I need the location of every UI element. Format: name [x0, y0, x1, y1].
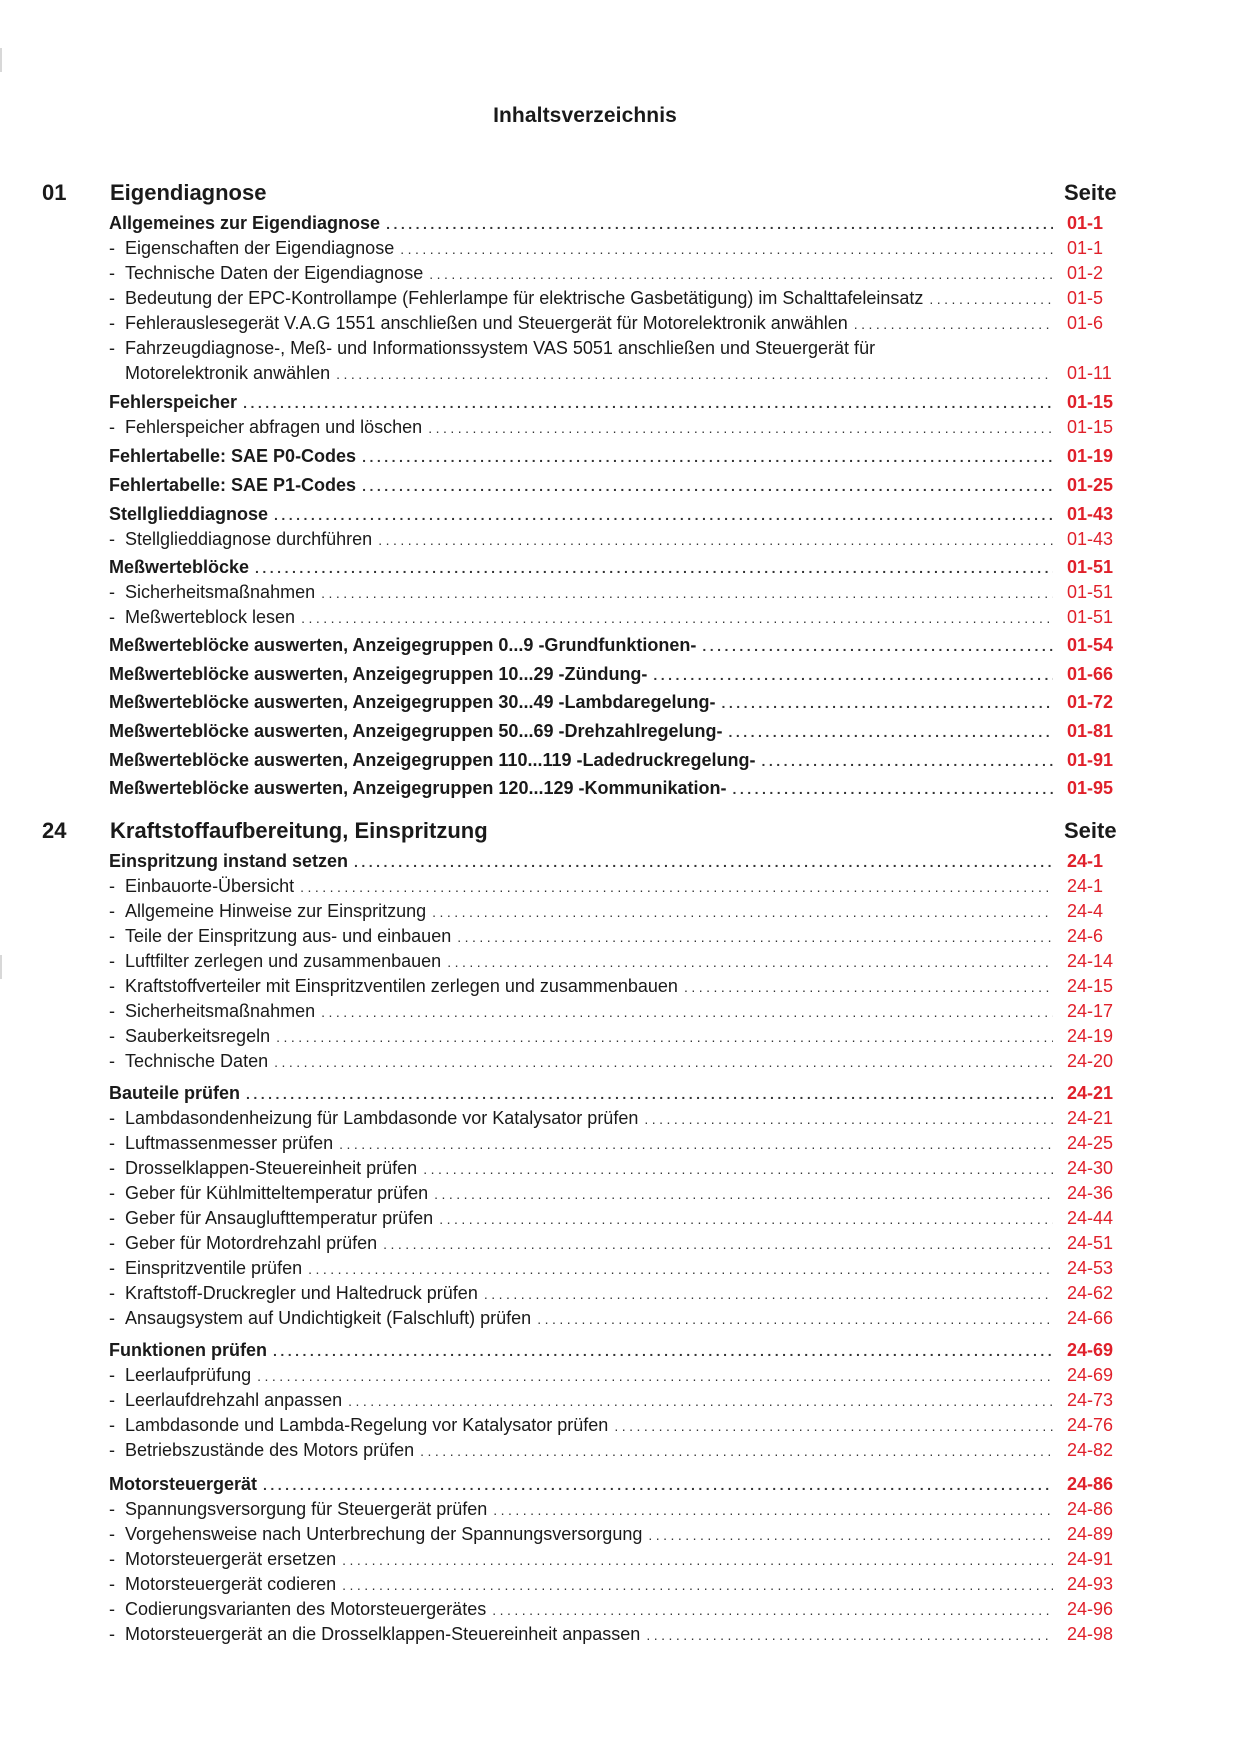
page-number: 01-72 — [1067, 692, 1114, 712]
chapter-number: 24 — [42, 818, 67, 843]
toc-subentry[interactable] — [109, 1308, 1125, 1332]
bullet-dash: - — [109, 1026, 115, 1046]
scan-margin-mark — [0, 955, 2, 979]
page-number: 24-69 — [1067, 1340, 1114, 1360]
bullet-dash: - — [109, 1258, 115, 1278]
toc-section-entry[interactable] — [109, 664, 1125, 688]
page-number: 24-14 — [1067, 951, 1114, 971]
entry-title: - Kraftstoff-Druckregler und Haltedruck prüfen — [109, 1283, 484, 1304]
bullet-dash: - — [109, 263, 115, 283]
page-number: 01-6 — [1067, 313, 1104, 333]
page-number: 01-43 — [1067, 504, 1114, 524]
bullet-dash: - — [109, 529, 115, 549]
dot-leader — [274, 507, 1053, 523]
entry-title: - Lambdasonde und Lambda-Regelung vor Katalysator prüfen — [109, 1415, 614, 1436]
entry-title: - Drosselklappen-Steuereinheit prüfen — [109, 1158, 423, 1179]
bullet-dash: - — [109, 1051, 115, 1071]
dot-leader — [684, 979, 1053, 995]
page-number: 24-73 — [1067, 1390, 1114, 1410]
toc-subentry[interactable] — [109, 263, 1125, 287]
toc-section-entry[interactable] — [109, 557, 1125, 581]
entry-title: Motorelektronik anwählen — [109, 363, 336, 384]
entry-title: Fehlertabelle: SAE P1-Codes — [109, 475, 362, 496]
bullet-dash: - — [109, 1499, 115, 1519]
bullet-dash: - — [109, 238, 115, 258]
entry-title: - Technische Daten der Eigendiagnose — [109, 263, 429, 284]
bullet-dash: - — [109, 1549, 115, 1569]
toc-section-entry[interactable] — [109, 692, 1125, 716]
page-number: 24-53 — [1067, 1258, 1114, 1278]
bullet-dash: - — [109, 1599, 115, 1619]
toc-section-entry[interactable] — [109, 446, 1125, 470]
toc-subentry[interactable] — [109, 1233, 1125, 1257]
dot-leader — [342, 1552, 1053, 1568]
dot-leader — [276, 1029, 1053, 1045]
page-number: 24-36 — [1067, 1183, 1114, 1203]
toc-subentry[interactable] — [109, 582, 1125, 606]
entry-title: Meßwerteblöcke — [109, 557, 255, 578]
dot-leader — [537, 1311, 1053, 1327]
dot-leader — [484, 1286, 1053, 1302]
entry-title: - Betriebszustände des Motors prüfen — [109, 1440, 420, 1461]
bullet-dash: - — [109, 901, 115, 921]
toc-section-entry[interactable] — [109, 475, 1125, 499]
entry-title: - Luftmassenmesser prüfen — [109, 1133, 339, 1154]
dot-leader — [493, 1502, 1053, 1518]
dot-leader — [423, 1161, 1053, 1177]
entry-title: Stellglieddiagnose — [109, 504, 274, 525]
bullet-dash: - — [109, 1624, 115, 1644]
entry-title: - Stellglieddiagnose durchführen — [109, 529, 378, 550]
page-title: Inhaltsverzeichnis — [493, 104, 677, 127]
dot-leader — [929, 291, 1053, 307]
toc-subentry[interactable] — [109, 1499, 1125, 1523]
entry-title: - Codierungsvarianten des Motorsteuergerätes — [109, 1599, 492, 1620]
entry-title: - Bedeutung der EPC-Kontrollampe (Fehlerlampe für elektrische Gasbetätigung) im Schalttafeleinsatz — [109, 288, 929, 309]
page-number: 01-25 — [1067, 475, 1114, 495]
dot-leader — [457, 929, 1053, 945]
bullet-dash: - — [109, 1440, 115, 1460]
entry-title: Funktionen prüfen — [109, 1340, 273, 1361]
page-number: 01-11 — [1067, 363, 1112, 383]
toc-subentry[interactable] — [109, 1390, 1125, 1414]
page-number: 01-1 — [1067, 213, 1104, 233]
dot-leader — [762, 753, 1053, 769]
dot-leader — [263, 1477, 1053, 1493]
bullet-dash: - — [109, 951, 115, 971]
entry-title: Fehlertabelle: SAE P0-Codes — [109, 446, 362, 467]
entry-title: - Geber für Ansauglufttemperatur prüfen — [109, 1208, 439, 1229]
dot-leader — [648, 1527, 1053, 1543]
page-number: 24-21 — [1067, 1108, 1114, 1128]
toc-subentry[interactable] — [109, 363, 1125, 387]
entry-title: - Motorsteuergerät an die Drosselklappen-Steuereinheit anpassen — [109, 1624, 646, 1645]
page-number: 01-81 — [1067, 721, 1114, 741]
toc-section-entry[interactable] — [109, 1474, 1125, 1498]
toc-subentry[interactable] — [109, 1440, 1125, 1464]
toc-subentry[interactable] — [109, 1133, 1125, 1157]
entry-title: Meßwerteblöcke auswerten, Anzeigegruppen 10...29 -Zündung- — [109, 664, 653, 685]
page-number: 01-5 — [1067, 288, 1104, 308]
page-number: 24-51 — [1067, 1233, 1114, 1253]
dot-leader — [429, 266, 1053, 282]
entry-title: - Sauberkeitsregeln — [109, 1026, 276, 1047]
toc-subentry[interactable] — [109, 238, 1125, 262]
chapter-heading — [0, 818, 1240, 848]
bullet-dash: - — [109, 1208, 115, 1228]
toc-subentry[interactable] — [109, 607, 1125, 631]
page-number: 24-25 — [1067, 1133, 1114, 1153]
page-number: 24-76 — [1067, 1415, 1114, 1435]
page-number: 01-51 — [1067, 582, 1114, 602]
bullet-dash: - — [109, 926, 115, 946]
toc-subentry[interactable] — [109, 1624, 1125, 1648]
bullet-dash: - — [109, 1233, 115, 1253]
toc-section-entry[interactable] — [109, 750, 1125, 774]
page-number: 24-17 — [1067, 1001, 1114, 1021]
dot-leader — [300, 879, 1053, 895]
bullet-dash: - — [109, 338, 115, 358]
page-number: 24-15 — [1067, 976, 1114, 996]
bullet-dash: - — [109, 607, 115, 627]
toc-subentry[interactable] — [109, 976, 1125, 1000]
page-number: 01-54 — [1067, 635, 1114, 655]
page-number: 01-66 — [1067, 664, 1114, 684]
dot-leader — [273, 1343, 1053, 1359]
entry-title: - Lambdasondenheizung für Lambdasonde vor Katalysator prüfen — [109, 1108, 644, 1129]
toc-section-entry[interactable] — [109, 392, 1125, 416]
page-number: 24-66 — [1067, 1308, 1114, 1328]
chapter-heading — [0, 180, 1240, 210]
dot-leader — [301, 610, 1053, 626]
dot-leader — [854, 316, 1053, 332]
toc-subentry[interactable] — [109, 288, 1125, 312]
toc-subentry[interactable] — [109, 1001, 1125, 1025]
page-number: 24-89 — [1067, 1524, 1114, 1544]
page-number: 24-19 — [1067, 1026, 1114, 1046]
toc-subentry[interactable] — [109, 529, 1125, 553]
dot-leader — [354, 854, 1053, 870]
chapter-title: Kraftstoffaufbereitung, Einspritzung — [110, 818, 488, 843]
page-number: 24-1 — [1067, 851, 1104, 871]
entry-title: - Geber für Motordrehzahl prüfen — [109, 1233, 383, 1254]
entry-title: - Teile der Einspritzung aus- und einbauen — [109, 926, 457, 947]
dot-leader — [428, 420, 1053, 436]
entry-title: - Einspritzventile prüfen — [109, 1258, 308, 1279]
toc-subentry[interactable] — [109, 901, 1125, 925]
entry-title: Motorsteuergerät — [109, 1474, 263, 1495]
toc-section-entry[interactable] — [109, 851, 1125, 875]
toc-subentry[interactable] — [109, 951, 1125, 975]
bullet-dash: - — [109, 1574, 115, 1594]
toc-subentry[interactable] — [109, 1158, 1125, 1182]
chapter-title: Eigendiagnose — [110, 180, 267, 205]
chapter-number: 01 — [42, 180, 67, 205]
page-column-label: Seite — [1064, 818, 1117, 843]
page-number: 01-15 — [1067, 392, 1114, 412]
bullet-dash: - — [109, 417, 115, 437]
page-number: 01-43 — [1067, 529, 1114, 549]
toc-subentry[interactable] — [109, 1524, 1125, 1548]
page-number: 01-91 — [1067, 750, 1114, 770]
entry-title: - Geber für Kühlmitteltemperatur prüfen — [109, 1183, 434, 1204]
page-number: 24-21 — [1067, 1083, 1114, 1103]
dot-leader — [653, 667, 1053, 683]
bullet-dash: - — [109, 1415, 115, 1435]
page-number: 24-1 — [1067, 876, 1104, 896]
entry-title: - Fahrzeugdiagnose-, Meß- und Informationssystem VAS 5051 anschließen und Steuergerät für — [109, 338, 881, 359]
dot-leader — [336, 366, 1053, 382]
dot-leader — [400, 241, 1053, 257]
entry-title: - Luftfilter zerlegen und zusammenbauen — [109, 951, 447, 972]
entry-title: - Ansaugsystem auf Undichtigkeit (Falschluft) prüfen — [109, 1308, 537, 1329]
dot-leader — [378, 532, 1053, 548]
dot-leader — [246, 1086, 1053, 1102]
page-number: 24-86 — [1067, 1474, 1114, 1494]
dot-leader — [386, 216, 1053, 232]
dot-leader — [439, 1211, 1053, 1227]
entry-title: Fehlerspeicher — [109, 392, 243, 413]
toc-subentry[interactable] — [109, 876, 1125, 900]
bullet-dash: - — [109, 1283, 115, 1303]
entry-title: Einspritzung instand setzen — [109, 851, 354, 872]
page-number: 24-20 — [1067, 1051, 1114, 1071]
entry-title: Meßwerteblöcke auswerten, Anzeigegruppen 30...49 -Lambdaregelung- — [109, 692, 721, 713]
toc-subentry[interactable] — [109, 1026, 1125, 1050]
dot-leader — [728, 724, 1053, 740]
bullet-dash: - — [109, 1308, 115, 1328]
page-number: 24-30 — [1067, 1158, 1114, 1178]
toc-subentry[interactable] — [109, 1108, 1125, 1132]
scan-margin-mark — [0, 48, 2, 72]
dot-leader — [362, 449, 1053, 465]
dot-leader — [492, 1602, 1053, 1618]
entry-title: Meßwerteblöcke auswerten, Anzeigegruppen 0...9 -Grundfunktionen- — [109, 635, 702, 656]
dot-leader — [420, 1443, 1053, 1459]
dot-leader — [646, 1627, 1053, 1643]
toc-subentry[interactable] — [109, 1549, 1125, 1573]
entry-title: - Allgemeine Hinweise zur Einspritzung — [109, 901, 432, 922]
toc-section-entry[interactable] — [109, 778, 1125, 802]
toc-subentry[interactable] — [109, 417, 1125, 441]
bullet-dash: - — [109, 1390, 115, 1410]
page-number: 01-51 — [1067, 607, 1114, 627]
page-number: 24-6 — [1067, 926, 1104, 946]
toc-subentry[interactable] — [109, 1051, 1125, 1075]
toc-section-entry[interactable] — [109, 213, 1125, 237]
toc-section-entry[interactable] — [109, 635, 1125, 659]
toc-subentry[interactable] — [109, 1283, 1125, 1307]
toc-subentry[interactable] — [109, 1365, 1125, 1389]
entry-title: - Vorgehensweise nach Unterbrechung der Spannungsversorgung — [109, 1524, 648, 1545]
page-number: 24-4 — [1067, 901, 1104, 921]
entry-title: - Fehlerspeicher abfragen und löschen — [109, 417, 428, 438]
toc-subentry[interactable] — [109, 1208, 1125, 1232]
page-number: 01-2 — [1067, 263, 1104, 283]
page-number: 01-15 — [1067, 417, 1114, 437]
dot-leader — [255, 560, 1053, 576]
dot-leader — [342, 1577, 1053, 1593]
entry-title: Meßwerteblöcke auswerten, Anzeigegruppen 120...129 -Kommunikation- — [109, 778, 732, 799]
bullet-dash: - — [109, 313, 115, 333]
dot-leader — [383, 1236, 1053, 1252]
page-number: 24-62 — [1067, 1283, 1114, 1303]
entry-title: - Leerlaufprüfung — [109, 1365, 257, 1386]
bullet-dash: - — [109, 876, 115, 896]
bullet-dash: - — [109, 1133, 115, 1153]
page-number: 01-95 — [1067, 778, 1114, 798]
toc-section-entry[interactable] — [109, 1340, 1125, 1364]
entry-title: Bauteile prüfen — [109, 1083, 246, 1104]
dot-leader — [257, 1368, 1053, 1384]
toc-subentry[interactable] — [109, 313, 1125, 337]
dot-leader — [308, 1261, 1053, 1277]
bullet-dash: - — [109, 1365, 115, 1385]
dot-leader — [339, 1136, 1053, 1152]
entry-title: - Spannungsversorgung für Steuergerät prüfen — [109, 1499, 493, 1520]
page-number: 01-51 — [1067, 557, 1114, 577]
entry-title: - Eigenschaften der Eigendiagnose — [109, 238, 400, 259]
bullet-dash: - — [109, 1158, 115, 1178]
dot-leader — [447, 954, 1053, 970]
toc-section-entry[interactable] — [109, 721, 1125, 745]
bullet-dash: - — [109, 1001, 115, 1021]
dot-leader — [614, 1418, 1053, 1434]
entry-title: - Einbauorte-Übersicht — [109, 876, 300, 897]
dot-leader — [434, 1186, 1053, 1202]
toc-subentry[interactable] — [109, 1599, 1125, 1623]
bullet-dash: - — [109, 288, 115, 308]
dot-leader — [432, 904, 1053, 920]
page-number: 24-96 — [1067, 1599, 1114, 1619]
dot-leader — [348, 1393, 1053, 1409]
page-number: 01-1 — [1067, 238, 1104, 258]
entry-title: Meßwerteblöcke auswerten, Anzeigegruppen 50...69 -Drehzahlregelung- — [109, 721, 728, 742]
entry-title: - Technische Daten — [109, 1051, 274, 1072]
dot-leader — [644, 1111, 1053, 1127]
dot-leader — [721, 695, 1053, 711]
bullet-dash: - — [109, 582, 115, 602]
dot-leader — [702, 638, 1053, 654]
entry-title: - Leerlaufdrehzahl anpassen — [109, 1390, 348, 1411]
page-column-label: Seite — [1064, 180, 1117, 205]
bullet-dash: - — [109, 1524, 115, 1544]
toc-subentry[interactable] — [109, 338, 1125, 362]
entry-title: - Motorsteuergerät codieren — [109, 1574, 342, 1595]
dot-leader — [732, 781, 1053, 797]
dot-leader — [243, 395, 1053, 411]
entry-title: - Sicherheitsmaßnahmen — [109, 1001, 321, 1022]
dot-leader — [362, 478, 1053, 494]
dot-leader — [321, 1004, 1053, 1020]
page-number: 24-86 — [1067, 1499, 1114, 1519]
entry-title: Allgemeines zur Eigendiagnose — [109, 213, 386, 234]
bullet-dash: - — [109, 976, 115, 996]
entry-title: - Kraftstoffverteiler mit Einspritzventilen zerlegen und zusammenbauen — [109, 976, 684, 997]
dot-leader — [274, 1054, 1053, 1070]
entry-title: - Motorsteuergerät ersetzen — [109, 1549, 342, 1570]
entry-title: - Meßwerteblock lesen — [109, 607, 301, 628]
page-number: 24-69 — [1067, 1365, 1114, 1385]
toc-subentry[interactable] — [109, 1258, 1125, 1282]
toc-section-entry[interactable] — [109, 504, 1125, 528]
page-number: 24-93 — [1067, 1574, 1114, 1594]
page-number: 01-19 — [1067, 446, 1114, 466]
toc-section-entry[interactable] — [109, 1083, 1125, 1107]
bullet-dash: - — [109, 1183, 115, 1203]
entry-title: - Sicherheitsmaßnahmen — [109, 582, 321, 603]
toc-subentry[interactable] — [109, 926, 1125, 950]
toc-subentry[interactable] — [109, 1183, 1125, 1207]
bullet-dash: - — [109, 1108, 115, 1128]
toc-subentry[interactable] — [109, 1415, 1125, 1439]
page-number: 24-82 — [1067, 1440, 1114, 1460]
page-number: 24-91 — [1067, 1549, 1114, 1569]
page-number: 24-98 — [1067, 1624, 1114, 1644]
entry-title: Meßwerteblöcke auswerten, Anzeigegruppen 110...119 -Ladedruckregelung- — [109, 750, 762, 771]
toc-subentry[interactable] — [109, 1574, 1125, 1598]
dot-leader — [321, 585, 1053, 601]
page-number: 24-44 — [1067, 1208, 1114, 1228]
entry-title: - Fehlerauslesegerät V.A.G 1551 anschließen und Steuergerät für Motorelektronik anwählen — [109, 313, 854, 334]
